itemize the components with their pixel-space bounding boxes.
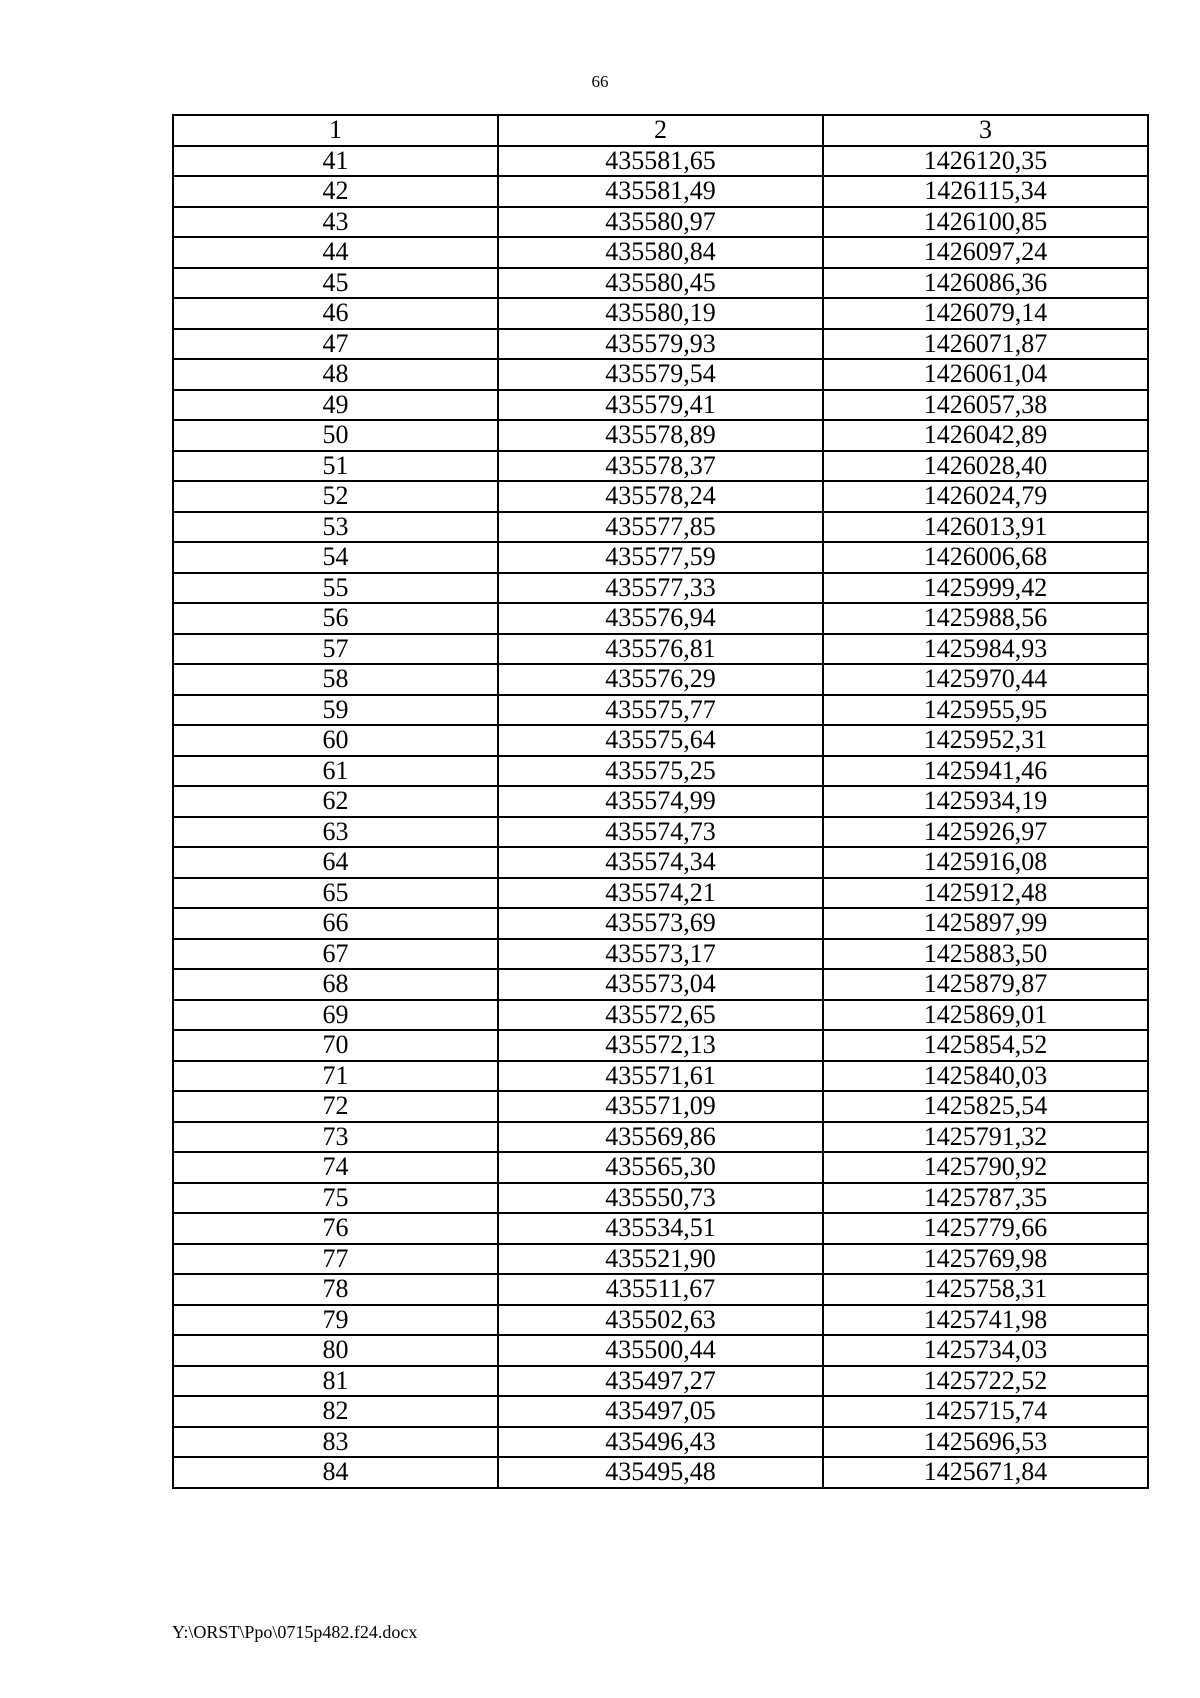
point-number-cell: 61 <box>173 756 498 787</box>
y-coordinate-cell: 1426079,14 <box>823 298 1148 329</box>
point-number-cell: 82 <box>173 1396 498 1427</box>
x-coordinate-cell: 435574,21 <box>498 878 823 909</box>
table-row <box>173 359 1148 390</box>
y-coordinate-cell: 1425916,08 <box>823 847 1148 878</box>
point-number-cell: 78 <box>173 1274 498 1305</box>
y-coordinate-cell: 1426100,85 <box>823 207 1148 238</box>
table-row <box>173 573 1148 604</box>
table-row <box>173 420 1148 451</box>
y-coordinate-cell: 1426115,34 <box>823 176 1148 207</box>
table-row <box>173 1244 1148 1275</box>
x-coordinate-cell: 435575,64 <box>498 725 823 756</box>
y-coordinate-cell: 1426061,04 <box>823 359 1148 390</box>
y-coordinate-cell: 1425879,87 <box>823 969 1148 1000</box>
y-coordinate-cell: 1425897,99 <box>823 908 1148 939</box>
x-coordinate-cell: 435581,65 <box>498 146 823 177</box>
point-number-cell: 76 <box>173 1213 498 1244</box>
column-header-1: 1 <box>173 115 498 146</box>
table-row <box>173 725 1148 756</box>
y-coordinate-cell: 1426024,79 <box>823 481 1148 512</box>
point-number-cell: 74 <box>173 1152 498 1183</box>
point-number-cell: 47 <box>173 329 498 360</box>
x-coordinate-cell: 435565,30 <box>498 1152 823 1183</box>
table-row <box>173 664 1148 695</box>
y-coordinate-cell: 1426086,36 <box>823 268 1148 299</box>
y-coordinate-cell: 1425734,03 <box>823 1335 1148 1366</box>
table-row <box>173 786 1148 817</box>
y-coordinate-cell: 1425926,97 <box>823 817 1148 848</box>
point-number-cell: 64 <box>173 847 498 878</box>
y-coordinate-cell: 1425988,56 <box>823 603 1148 634</box>
point-number-cell: 77 <box>173 1244 498 1275</box>
table-row <box>173 756 1148 787</box>
x-coordinate-cell: 435578,37 <box>498 451 823 482</box>
x-coordinate-cell: 435579,93 <box>498 329 823 360</box>
x-coordinate-cell: 435579,54 <box>498 359 823 390</box>
y-coordinate-cell: 1425912,48 <box>823 878 1148 909</box>
point-number-cell: 68 <box>173 969 498 1000</box>
y-coordinate-cell: 1425779,66 <box>823 1213 1148 1244</box>
column-header-2: 2 <box>498 115 823 146</box>
point-number-cell: 72 <box>173 1091 498 1122</box>
y-coordinate-cell: 1425696,53 <box>823 1427 1148 1458</box>
table-row <box>173 146 1148 177</box>
table-row <box>173 268 1148 299</box>
y-coordinate-cell: 1426028,40 <box>823 451 1148 482</box>
table-row <box>173 603 1148 634</box>
y-coordinate-cell: 1425787,35 <box>823 1183 1148 1214</box>
x-coordinate-cell: 435579,41 <box>498 390 823 421</box>
y-coordinate-cell: 1425671,84 <box>823 1457 1148 1488</box>
x-coordinate-cell: 435572,13 <box>498 1030 823 1061</box>
table-header-row <box>173 115 1148 146</box>
x-coordinate-cell: 435577,59 <box>498 542 823 573</box>
x-coordinate-cell: 435576,29 <box>498 664 823 695</box>
y-coordinate-cell: 1426097,24 <box>823 237 1148 268</box>
table-row <box>173 1335 1148 1366</box>
y-coordinate-cell: 1425984,93 <box>823 634 1148 665</box>
table-row <box>173 1122 1148 1153</box>
y-coordinate-cell: 1425952,31 <box>823 725 1148 756</box>
y-coordinate-cell: 1425999,42 <box>823 573 1148 604</box>
table-row <box>173 1152 1148 1183</box>
x-coordinate-cell: 435573,04 <box>498 969 823 1000</box>
y-coordinate-cell: 1426057,38 <box>823 390 1148 421</box>
y-coordinate-cell: 1425715,74 <box>823 1396 1148 1427</box>
point-number-cell: 84 <box>173 1457 498 1488</box>
x-coordinate-cell: 435577,85 <box>498 512 823 543</box>
column-header-3: 3 <box>823 115 1148 146</box>
point-number-cell: 57 <box>173 634 498 665</box>
point-number-cell: 42 <box>173 176 498 207</box>
point-number-cell: 80 <box>173 1335 498 1366</box>
x-coordinate-cell: 435574,73 <box>498 817 823 848</box>
point-number-cell: 46 <box>173 298 498 329</box>
point-number-cell: 59 <box>173 695 498 726</box>
point-number-cell: 83 <box>173 1427 498 1458</box>
x-coordinate-cell: 435495,48 <box>498 1457 823 1488</box>
point-number-cell: 55 <box>173 573 498 604</box>
point-number-cell: 70 <box>173 1030 498 1061</box>
table-row <box>173 939 1148 970</box>
x-coordinate-cell: 435571,09 <box>498 1091 823 1122</box>
table-row <box>173 1213 1148 1244</box>
y-coordinate-cell: 1425769,98 <box>823 1244 1148 1275</box>
x-coordinate-cell: 435575,25 <box>498 756 823 787</box>
point-number-cell: 41 <box>173 146 498 177</box>
table-row <box>173 451 1148 482</box>
point-number-cell: 65 <box>173 878 498 909</box>
table-row <box>173 207 1148 238</box>
x-coordinate-cell: 435497,27 <box>498 1366 823 1397</box>
y-coordinate-cell: 1425883,50 <box>823 939 1148 970</box>
table-row <box>173 1091 1148 1122</box>
x-coordinate-cell: 435569,86 <box>498 1122 823 1153</box>
point-number-cell: 52 <box>173 481 498 512</box>
point-number-cell: 60 <box>173 725 498 756</box>
table-row <box>173 176 1148 207</box>
table-row <box>173 1427 1148 1458</box>
table-row <box>173 634 1148 665</box>
y-coordinate-cell: 1425869,01 <box>823 1000 1148 1031</box>
y-coordinate-cell: 1425790,92 <box>823 1152 1148 1183</box>
point-number-cell: 81 <box>173 1366 498 1397</box>
point-number-cell: 44 <box>173 237 498 268</box>
page-number: 66 <box>591 72 609 91</box>
x-coordinate-cell: 435534,51 <box>498 1213 823 1244</box>
coordinates-table-body <box>173 115 1148 1488</box>
x-coordinate-cell: 435576,94 <box>498 603 823 634</box>
x-coordinate-cell: 435497,05 <box>498 1396 823 1427</box>
x-coordinate-cell: 435573,17 <box>498 939 823 970</box>
x-coordinate-cell: 435578,89 <box>498 420 823 451</box>
x-coordinate-cell: 435511,67 <box>498 1274 823 1305</box>
point-number-cell: 56 <box>173 603 498 634</box>
y-coordinate-cell: 1426013,91 <box>823 512 1148 543</box>
table-row <box>173 1305 1148 1336</box>
point-number-cell: 66 <box>173 908 498 939</box>
y-coordinate-cell: 1425722,52 <box>823 1366 1148 1397</box>
y-coordinate-cell: 1426071,87 <box>823 329 1148 360</box>
x-coordinate-cell: 435576,81 <box>498 634 823 665</box>
point-number-cell: 58 <box>173 664 498 695</box>
x-coordinate-cell: 435580,97 <box>498 207 823 238</box>
table-row <box>173 481 1148 512</box>
table-row <box>173 390 1148 421</box>
y-coordinate-cell: 1426006,68 <box>823 542 1148 573</box>
point-number-cell: 73 <box>173 1122 498 1153</box>
y-coordinate-cell: 1425854,52 <box>823 1030 1148 1061</box>
y-coordinate-cell: 1425840,03 <box>823 1061 1148 1092</box>
x-coordinate-cell: 435573,69 <box>498 908 823 939</box>
x-coordinate-cell: 435500,44 <box>498 1335 823 1366</box>
x-coordinate-cell: 435550,73 <box>498 1183 823 1214</box>
point-number-cell: 53 <box>173 512 498 543</box>
y-coordinate-cell: 1425741,98 <box>823 1305 1148 1336</box>
table-row <box>173 237 1148 268</box>
y-coordinate-cell: 1425941,46 <box>823 756 1148 787</box>
point-number-cell: 43 <box>173 207 498 238</box>
y-coordinate-cell: 1425758,31 <box>823 1274 1148 1305</box>
coordinates-table <box>172 114 1149 1489</box>
footer-file-path: Y:\ORST\Ppo\0715p482.f24.docx <box>172 1622 418 1642</box>
x-coordinate-cell: 435496,43 <box>498 1427 823 1458</box>
table-row <box>173 908 1148 939</box>
table-row <box>173 969 1148 1000</box>
x-coordinate-cell: 435521,90 <box>498 1244 823 1275</box>
y-coordinate-cell: 1426120,35 <box>823 146 1148 177</box>
point-number-cell: 51 <box>173 451 498 482</box>
table-row <box>173 1457 1148 1488</box>
x-coordinate-cell: 435580,19 <box>498 298 823 329</box>
x-coordinate-cell: 435574,34 <box>498 847 823 878</box>
table-row <box>173 1030 1148 1061</box>
table-row <box>173 1061 1148 1092</box>
table-row <box>173 329 1148 360</box>
point-number-cell: 75 <box>173 1183 498 1214</box>
y-coordinate-cell: 1425934,19 <box>823 786 1148 817</box>
table-row <box>173 542 1148 573</box>
x-coordinate-cell: 435577,33 <box>498 573 823 604</box>
x-coordinate-cell: 435580,45 <box>498 268 823 299</box>
y-coordinate-cell: 1426042,89 <box>823 420 1148 451</box>
point-number-cell: 50 <box>173 420 498 451</box>
table-row <box>173 1000 1148 1031</box>
point-number-cell: 62 <box>173 786 498 817</box>
x-coordinate-cell: 435574,99 <box>498 786 823 817</box>
y-coordinate-cell: 1425825,54 <box>823 1091 1148 1122</box>
x-coordinate-cell: 435580,84 <box>498 237 823 268</box>
y-coordinate-cell: 1425955,95 <box>823 695 1148 726</box>
x-coordinate-cell: 435581,49 <box>498 176 823 207</box>
table-row <box>173 847 1148 878</box>
point-number-cell: 69 <box>173 1000 498 1031</box>
table-row <box>173 817 1148 848</box>
table-row <box>173 878 1148 909</box>
point-number-cell: 79 <box>173 1305 498 1336</box>
point-number-cell: 54 <box>173 542 498 573</box>
point-number-cell: 63 <box>173 817 498 848</box>
x-coordinate-cell: 435571,61 <box>498 1061 823 1092</box>
point-number-cell: 71 <box>173 1061 498 1092</box>
point-number-cell: 67 <box>173 939 498 970</box>
table-row <box>173 1274 1148 1305</box>
table-row <box>173 695 1148 726</box>
point-number-cell: 48 <box>173 359 498 390</box>
point-number-cell: 49 <box>173 390 498 421</box>
x-coordinate-cell: 435502,63 <box>498 1305 823 1336</box>
point-number-cell: 45 <box>173 268 498 299</box>
y-coordinate-cell: 1425791,32 <box>823 1122 1148 1153</box>
x-coordinate-cell: 435578,24 <box>498 481 823 512</box>
table-row <box>173 298 1148 329</box>
table-row <box>173 1366 1148 1397</box>
x-coordinate-cell: 435575,77 <box>498 695 823 726</box>
table-row <box>173 512 1148 543</box>
x-coordinate-cell: 435572,65 <box>498 1000 823 1031</box>
table-row <box>173 1396 1148 1427</box>
table-row <box>173 1183 1148 1214</box>
y-coordinate-cell: 1425970,44 <box>823 664 1148 695</box>
